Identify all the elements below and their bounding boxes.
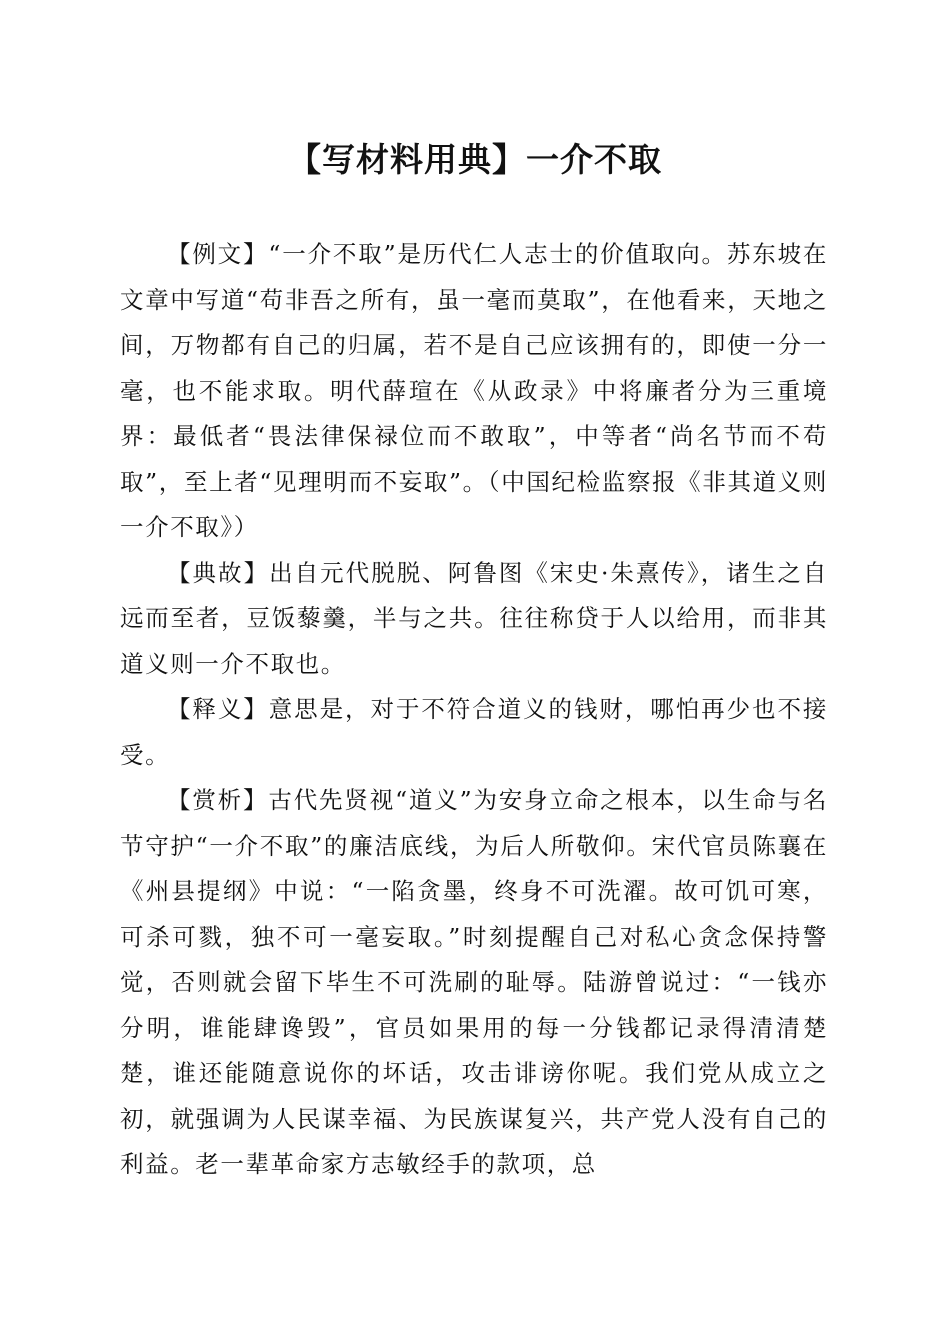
paragraph-appreciation bbox=[120, 778, 828, 1188]
section-tag-example: 【例文】 bbox=[167, 240, 269, 268]
paragraph-allusion bbox=[120, 551, 828, 688]
paragraph-meaning bbox=[120, 687, 828, 778]
section-tag-meaning: 【释义】 bbox=[167, 695, 269, 723]
paragraph-text: 古代先贤视“道义”为安身立命之根本，以生命与名节守护“一介不取”的廉洁底线，为后人所敬仰。宋代官员陈襄在《州县提纲》中说：“一陷贪墨，终身不可洗濯。故可饥可寒，可杀可戮，独不可一毫妄取。”时刻提醒自己对私心贪念保持警觉，否则就会留下毕生不可洗刷的耻辱。陆游曾说过：“一钱亦分明，谁能肆谗毁”，官员如果用的每一分钱都记录得清清楚楚，谁还能随意说你的坏话，攻击诽谤你呢。我们党从成立之初，就强调为人民谋幸福、为民族谋复兴，共产党人没有自己的利益。老一辈革命家方志敏经手的款项，总 bbox=[120, 786, 829, 1178]
paragraph-text: 出自元代脱脱、阿鲁图《宋史·朱熹传》，诸生之自远而至者，豆饭藜羹，半与之共。往往称贷于人以给用，而非其道义则一介不取也。 bbox=[120, 558, 828, 678]
paragraph-text: 意思是，对于不符合道义的钱财，哪怕再少也不接受。 bbox=[120, 695, 828, 769]
document-title: 【写材料用典】一介不取 bbox=[288, 140, 662, 179]
paragraph-example bbox=[120, 232, 828, 551]
section-tag-allusion: 【典故】 bbox=[167, 558, 270, 587]
paragraph-text: “一介不取”是历代仁人志士的价值取向。苏东坡在文章中写道“苟非吾之所有，虽一毫而莫取”，在他看来，天地之间，万物都有自己的归属，若不是自己应该拥有的，即使一分一毫，也不能求取。明代薛瑄在《从政录》中将廉者分为三重境界：最低者“畏法律保禄位而不敢取”，中等者“尚名节而不苟取”，至上者“见理明而不妄取”。（中国纪检监察报《非其道义则一介不取》） bbox=[120, 240, 829, 541]
document-body bbox=[120, 232, 828, 1188]
section-tag-appreciation: 【赏析】 bbox=[167, 786, 269, 814]
